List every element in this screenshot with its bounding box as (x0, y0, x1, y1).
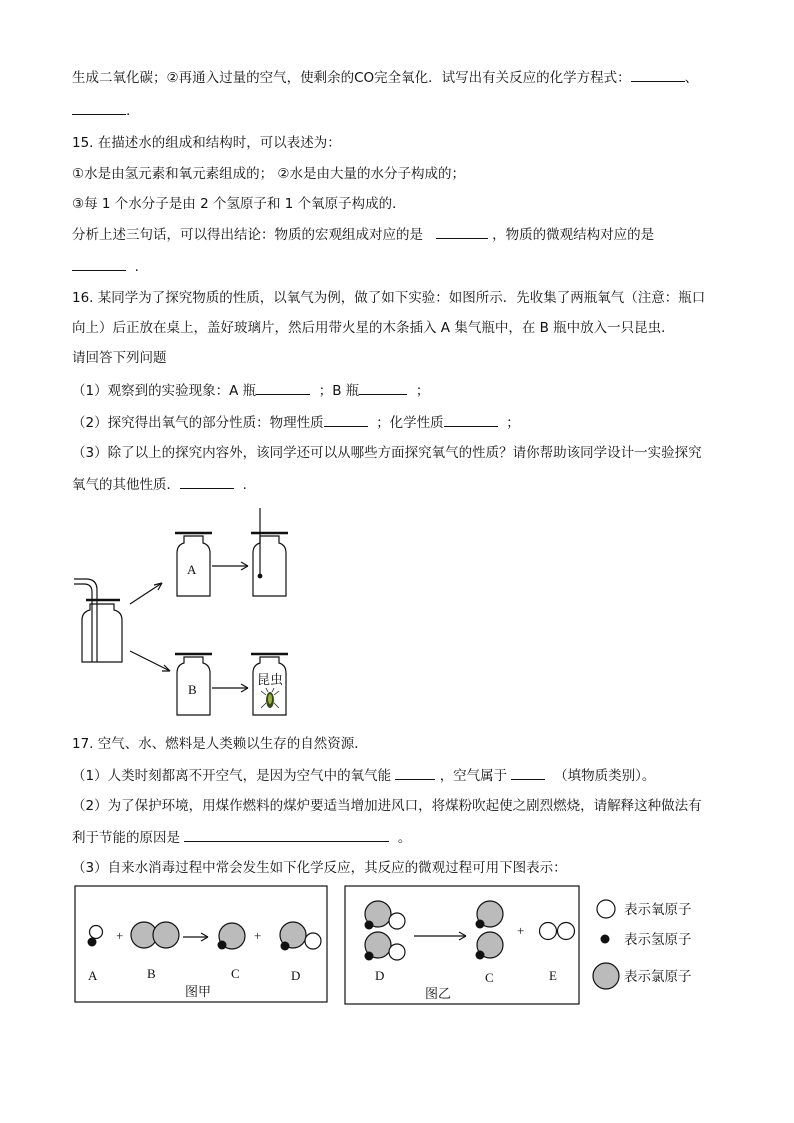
q17-part-2: （2）为了保护环境，用煤作燃料的煤炉要适当增加进风口，将煤粉吹起使之剧烈燃烧，请解释这种做法有 (72, 798, 702, 814)
legend-oxygen: 表示氧原子 (624, 902, 692, 918)
caption-jia: 图甲 (185, 985, 212, 1000)
q15-statement-1: ①水是由氢元素和氧元素组成的； ②水是由大量的水分子构成的； (72, 166, 465, 182)
q15-conclusion-text: 分析上述三句话，可以得出结论：物质的宏观组成对应的是 (72, 227, 423, 243)
legend-chlorine: 表示氯原子 (624, 969, 692, 985)
q16-part-1-text: （1）观察到的实验现象：A 瓶 (72, 383, 257, 399)
period: . (126, 103, 131, 119)
molecule-c (218, 923, 246, 950)
molecule-e (540, 923, 575, 940)
label-e: E (549, 968, 557, 983)
q17-part-1-mid: ，空气属于 (439, 768, 508, 784)
label-d: D (291, 968, 301, 983)
hydrogen-atom-icon (601, 935, 610, 944)
q16-title: 16. 某同学为了探究物质的性质，以氧气为例，做了如下实验：如图所示．先收集了两瓶氧气（注意：瓶口 (72, 290, 706, 306)
period: . (134, 259, 139, 275)
plus-sign: + (254, 928, 262, 943)
label-c: C (231, 966, 240, 981)
plus-sign: + (517, 923, 525, 938)
chlorine-atom-icon (593, 963, 619, 989)
atom-legend (593, 900, 619, 989)
molecule-d (280, 922, 321, 951)
label-d: D (375, 968, 385, 983)
molecule-a (88, 926, 103, 947)
q16-part-1-end: ； (415, 383, 430, 399)
q17-title: 17. 空气、水、燃料是人类赖以生存的自然资源． (72, 736, 368, 752)
label-b: B (147, 966, 156, 981)
q16-prompt: 请回答下列问题 (72, 350, 167, 366)
q17-part-2-end: 。 (397, 830, 412, 846)
molecule-b (131, 922, 179, 948)
molecule-c-pair (476, 901, 504, 960)
q17-part-3: （3）自来水消毒过程中常会发生如下化学反应，其反应的微观过程可用下图表示： (72, 860, 567, 876)
period: . (242, 477, 247, 493)
q17-part-2-text: 利于节能的原因是 (72, 830, 180, 846)
label-a: A (88, 968, 98, 983)
q17-part-1-end: （填物质类别）。 (554, 768, 656, 784)
q17-part-1-text: （1）人类时刻都离不开空气，是因为空气中的氧气能 (72, 768, 392, 784)
oxygen-atom-icon (597, 900, 615, 918)
bottle-a-label: A (187, 562, 197, 577)
caption-yi: 图乙 (425, 987, 452, 1002)
q16-part-1-mid: ；B 瓶 (318, 383, 360, 399)
q16-part-3-text: 氧气的其他性质． (72, 477, 180, 493)
intro-text: 生成二氧化碳；②再通入过量的空气，使剩余的CO完全氧化．试写出有关反应的化学方程式： (72, 70, 631, 86)
label-c: C (485, 970, 494, 985)
q16-part-2-mid: ；化学性质 (376, 415, 444, 431)
q15-statement-2: ③每 1 个水分子是由 2 个氢原子和 1 个氧原子构成的． (72, 196, 406, 212)
q16-part-2-end: ； (506, 415, 520, 431)
q15-conclusion-tail: ，物质的微观结构对应的是 (492, 227, 655, 243)
q16-desc: 向上）后正放在桌上，盖好玻璃片，然后用带火星的木条插入 A 集气瓶中，在 B 瓶中放入一只昆虫． (72, 320, 675, 336)
plus-sign: + (116, 928, 124, 943)
molecule-d-pair (365, 901, 406, 961)
legend-hydrogen: 表示氢原子 (624, 932, 692, 948)
q16-part-2-text: （2）探究得出氧气的部分性质：物理性质 (72, 415, 324, 431)
q16-part-3: （3）除了以上的探究内容外，该同学还可以从哪些方面探究氧气的性质？请你帮助该同学设计一实验探究 (72, 445, 702, 461)
q15-title: 15. 在描述水的组成和结构时，可以表述为： (72, 135, 341, 151)
separator: 、 (684, 70, 699, 86)
bottle-b-label: B (188, 682, 197, 697)
insect-label: 昆虫 (257, 673, 284, 688)
